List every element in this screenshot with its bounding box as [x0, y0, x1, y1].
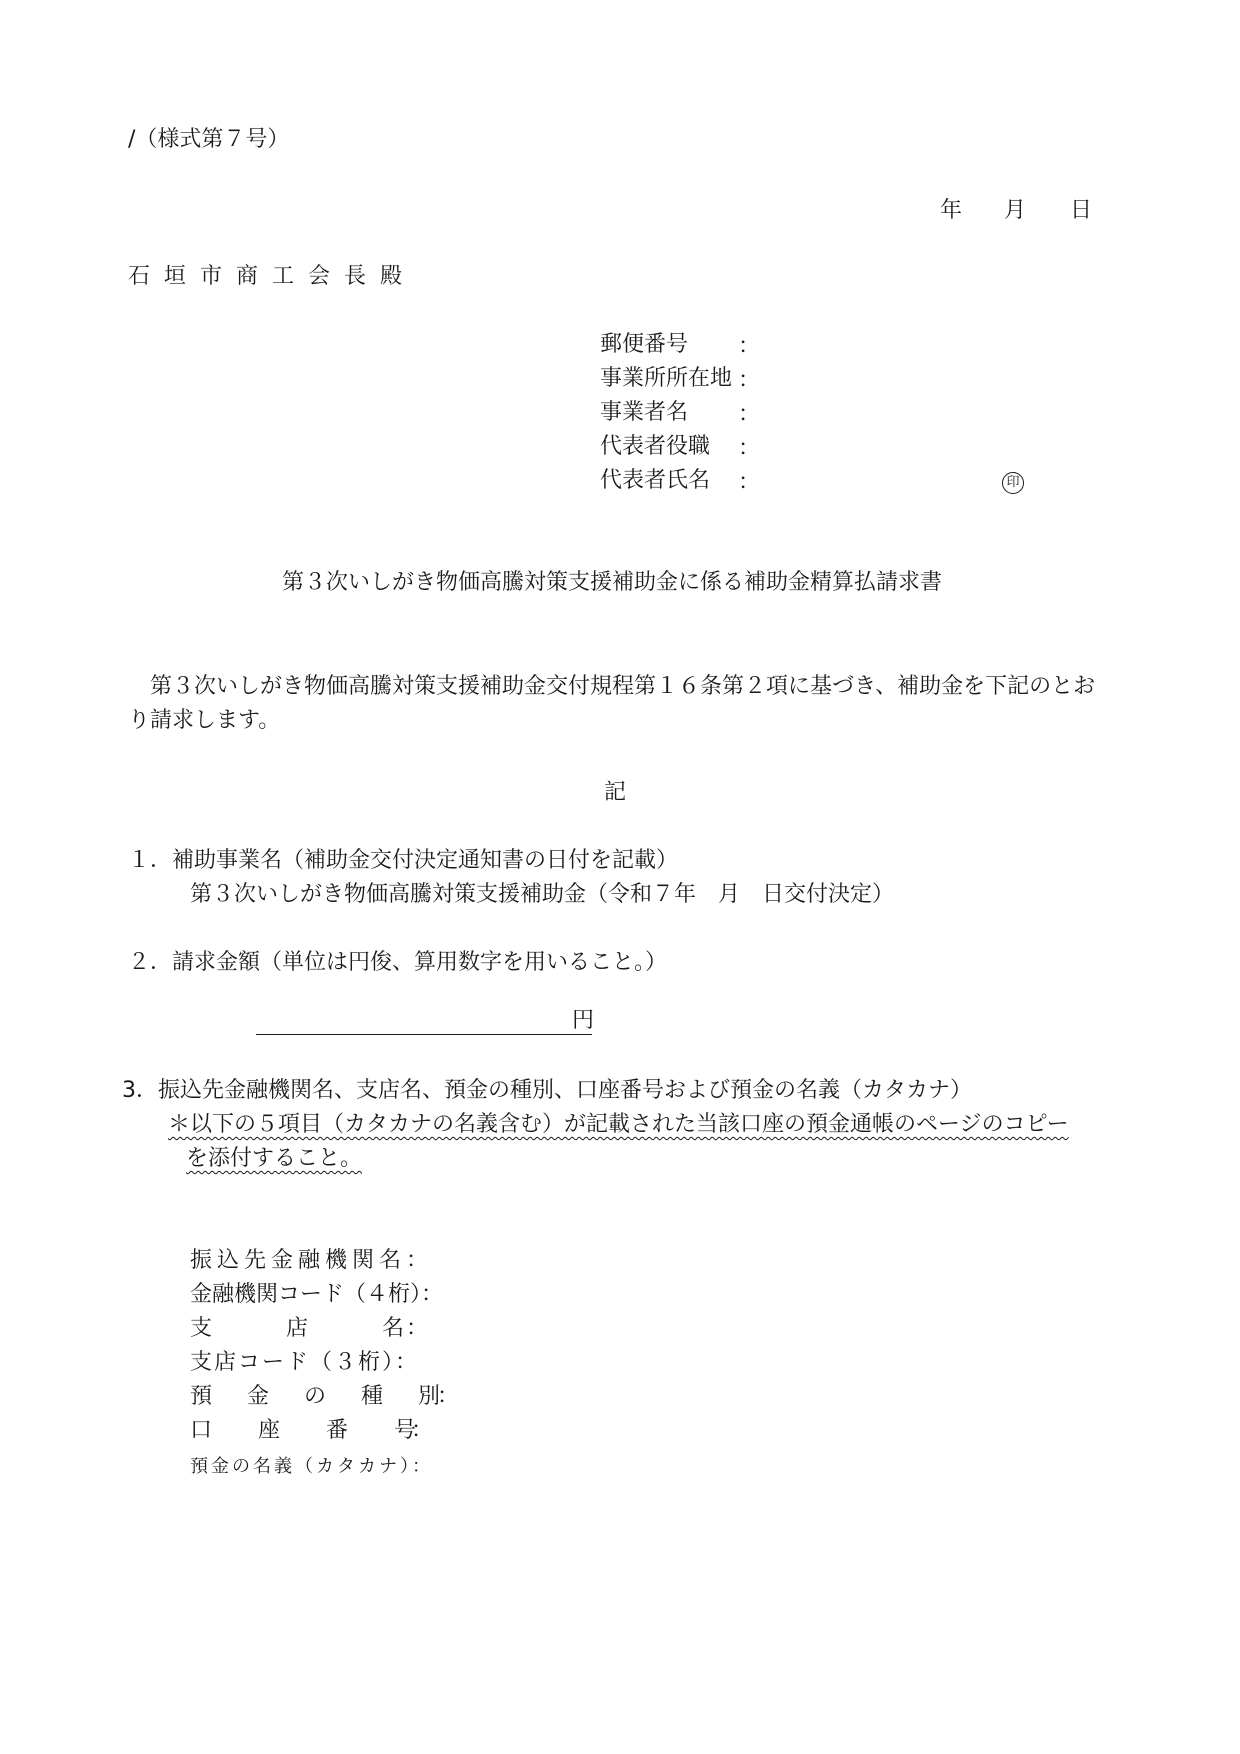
item3-note-line-2-text: を添付すること。: [186, 1146, 363, 1171]
body-line-2: り請求します。: [128, 708, 281, 733]
office-address-colon: ：: [738, 368, 761, 393]
postal-code-label: 郵便番号: [600, 332, 689, 357]
rep-name-colon: ：: [738, 470, 761, 495]
item3-heading: 3．振込先金融機関名、支店名、預金の種別、口座番号および預金の名義（カタカナ）: [122, 1078, 972, 1103]
body-line-1: 第３次いしがき物価高騰対策支援補助金交付規程第１６条第２項に基づき、補助金を下記のとお: [150, 674, 1096, 699]
date-day-label: 日: [1070, 198, 1093, 223]
addressee: 石垣市商工会長殿: [128, 264, 417, 289]
business-name-colon: ：: [738, 402, 761, 427]
rep-title-colon: ：: [738, 436, 761, 461]
item2-heading: ２．請求金額（単位は円俊、算用数字を用いること。）: [128, 950, 668, 975]
rep-title-label: 代表者役職: [600, 434, 711, 459]
item3-note-line-2: [186, 1144, 362, 1174]
office-address-label: 事業所所在地: [600, 366, 733, 391]
date-month-label: 月: [1004, 198, 1027, 223]
rep-name-label: 代表者氏名: [600, 468, 711, 493]
item1-detail: 第３次いしがき物価高騰対策支援補助金（令和７年 月 日交付決定）: [190, 882, 895, 907]
seal-icon: 印: [1002, 472, 1024, 494]
account-holder-label: 預金の名義（カタカナ）：: [190, 1456, 433, 1477]
item3-note-line-1-text: ＊以下の５項目（カタカナの名義含む）が記載された当該口座の預金通帳のページのコピー: [168, 1112, 1069, 1137]
deposit-type-label: 預 金 の 種 別：: [190, 1384, 457, 1409]
postal-code-colon: ：: [738, 334, 761, 359]
bank-name-label: 振込先金融機関名：: [190, 1248, 434, 1273]
ki-heading: 記: [604, 780, 627, 805]
form-number: /（様式第７号）: [128, 127, 290, 152]
document-title: 第３次いしがき物価高騰対策支援補助金に係る補助金精算払請求書: [282, 570, 943, 595]
item3-note-line-1: [168, 1110, 1069, 1140]
date-year-label: 年: [940, 198, 963, 223]
bank-code-label: 金融機関コード（４桁）：: [190, 1282, 444, 1307]
branch-code-label: 支店コード（３桁）：: [190, 1350, 420, 1375]
item1-heading: １．補助事業名（補助金交付決定通知書の日付を記載）: [128, 848, 679, 873]
branch-name-label: 支 店 名：: [190, 1316, 431, 1341]
amount-underline: [256, 1034, 592, 1035]
account-number-label: 口 座 番 号：: [190, 1418, 429, 1443]
business-name-label: 事業者名: [600, 400, 689, 425]
amount-unit: 円: [572, 1008, 595, 1033]
